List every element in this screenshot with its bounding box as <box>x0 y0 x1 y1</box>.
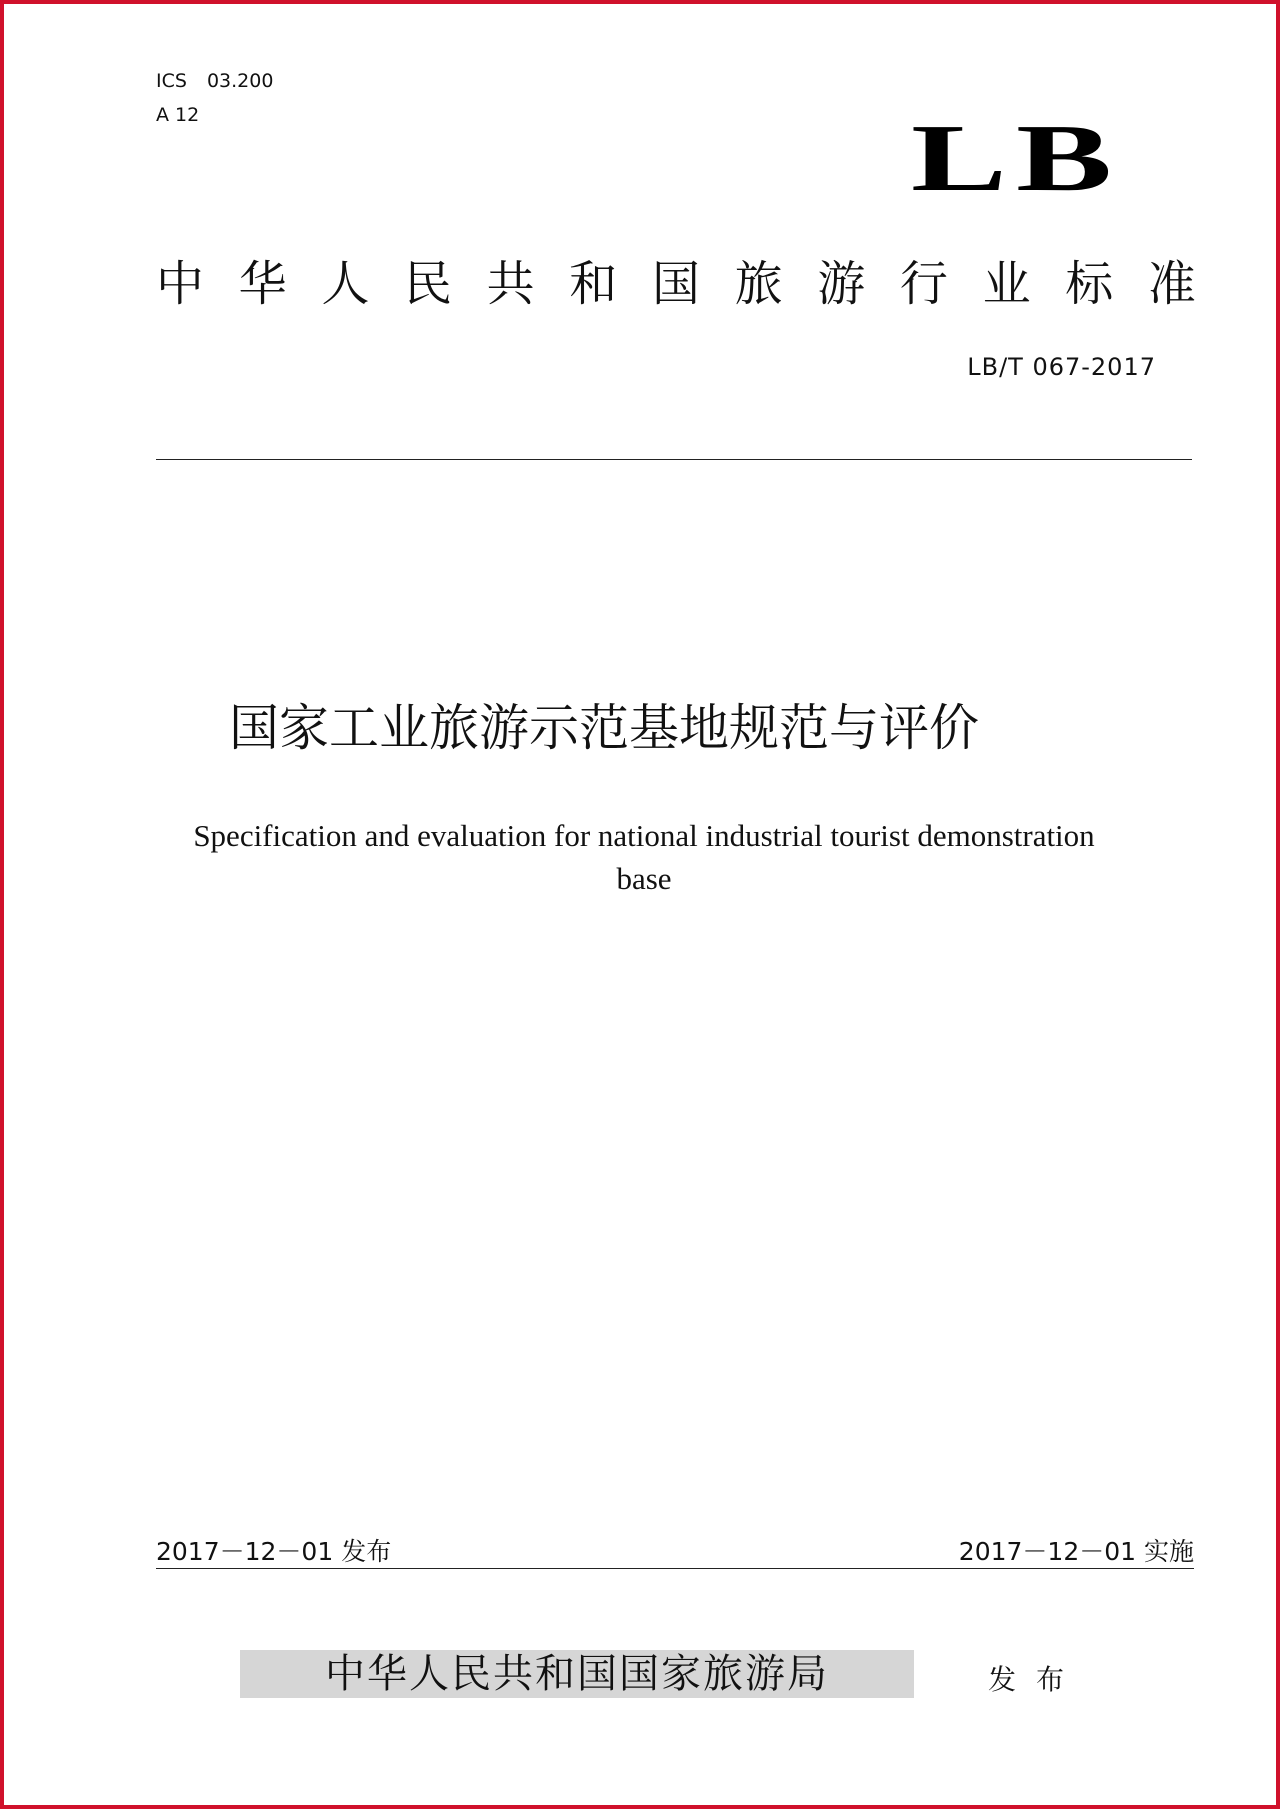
standard-category-char: 中 <box>156 256 205 312</box>
standard-category-char: 业 <box>982 256 1031 312</box>
standard-category-char: 游 <box>817 256 866 312</box>
publish-label: 发布 <box>988 1663 1085 1696</box>
standard-category-char: 标 <box>1065 256 1114 312</box>
standard-category-char: 国 <box>651 256 700 312</box>
standard-category-char: 准 <box>1147 256 1196 312</box>
standard-number: LB/T 067-2017 <box>967 353 1156 381</box>
ccs-classification: A 12 <box>156 104 200 126</box>
ics-code: 03.200 <box>206 70 274 92</box>
standard-category-title <box>156 256 1196 312</box>
standard-category-char: 共 <box>486 256 535 312</box>
footer-divider <box>156 1568 1194 1569</box>
standard-category-char: 人 <box>321 256 370 312</box>
lb-logo: LB <box>910 104 1121 211</box>
standard-category-char: 行 <box>899 256 948 312</box>
effective-date: 2017－12－01 实施 <box>958 1537 1194 1566</box>
standard-category-char: 华 <box>238 256 287 312</box>
issue-date: 2017－12－01 发布 <box>156 1537 392 1566</box>
header-divider <box>156 459 1192 460</box>
standard-category-char: 民 <box>403 256 452 312</box>
standard-category-char: 和 <box>569 256 618 312</box>
document-title-zh: 国家工业旅游示范基地规范与评价 <box>229 699 979 757</box>
document-title-en-line2: base <box>616 861 672 896</box>
ics-classification <box>156 70 273 92</box>
publisher-name: 中华人民共和国国家旅游局 <box>325 1651 829 1697</box>
document-title-en-line1: Specification and evaluation for national industrial tourist demonstration <box>193 818 1095 853</box>
standard-category-char: 旅 <box>734 256 783 312</box>
ics-label: ICS <box>156 70 187 92</box>
date-row <box>156 1532 1194 1568</box>
document-title-en <box>134 814 1154 900</box>
